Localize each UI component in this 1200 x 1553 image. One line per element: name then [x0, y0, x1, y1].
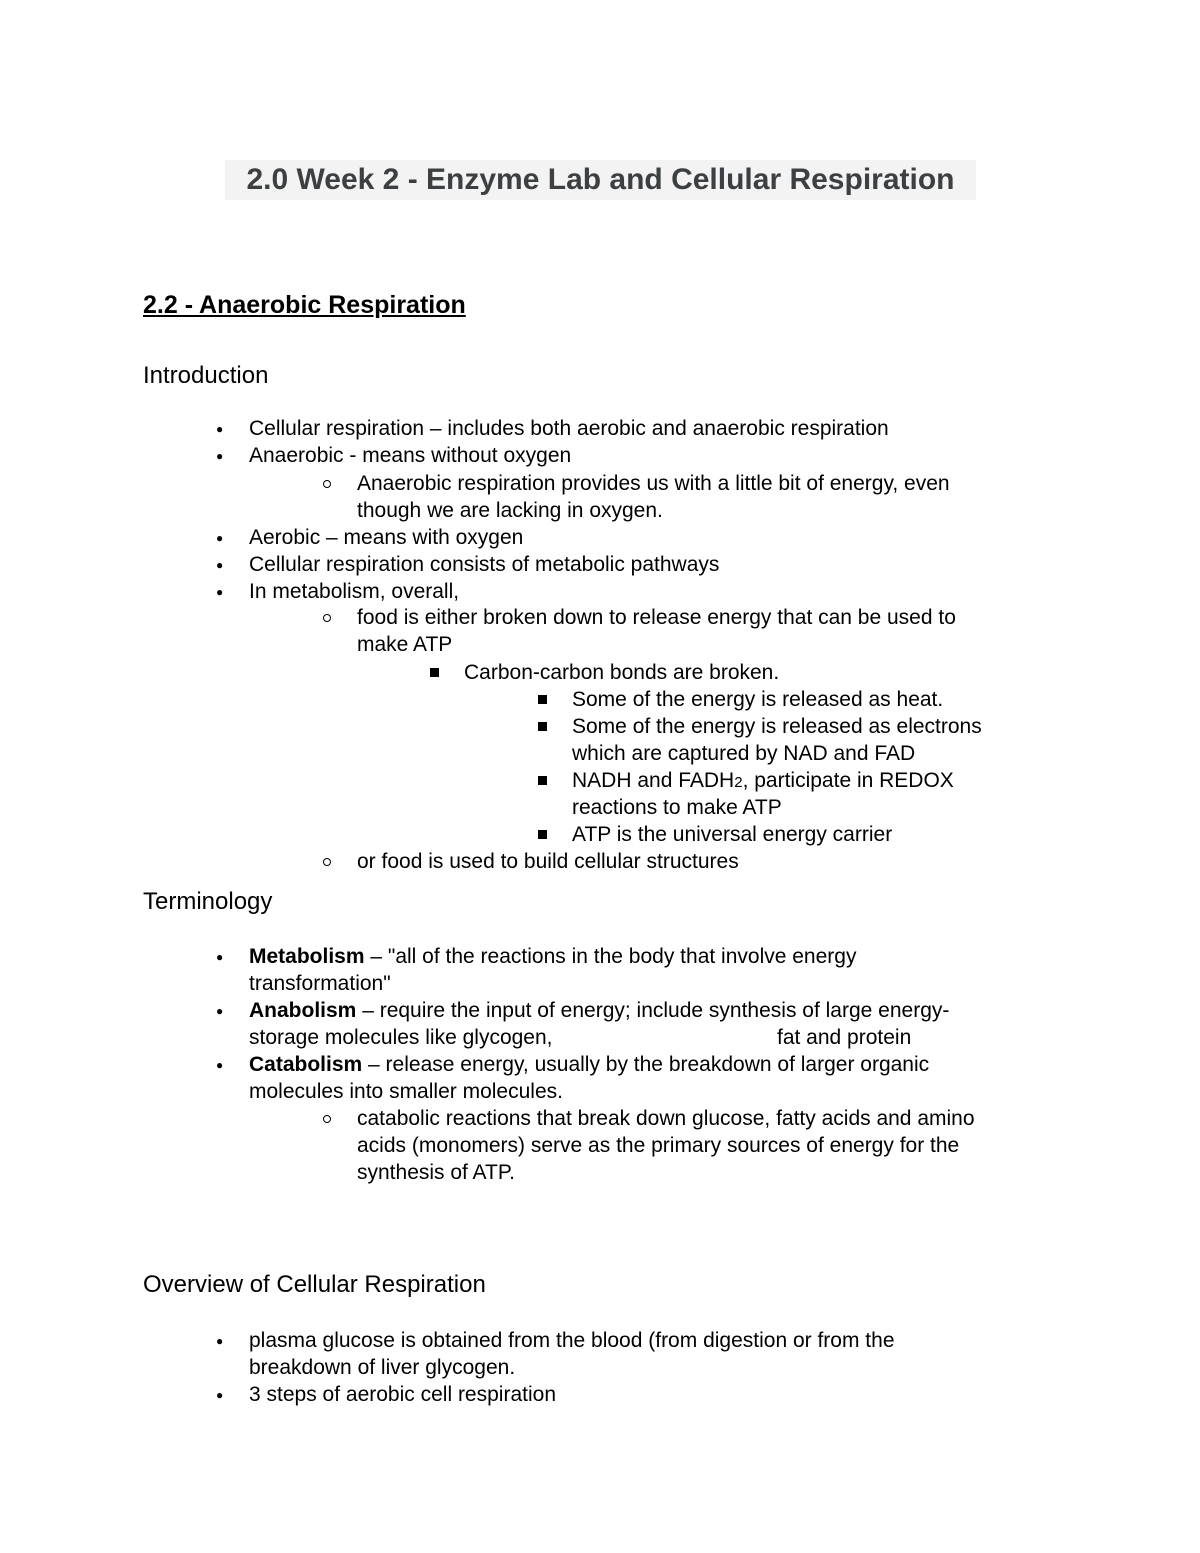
square-bullet-icon: [538, 776, 547, 785]
bullet-icon: ●: [216, 1004, 224, 1018]
intro-line: though we are lacking in oxygen.: [357, 499, 663, 522]
intro-line: make ATP: [357, 633, 453, 656]
intro-line: reactions to make ATP: [572, 796, 782, 819]
intro-line: Cellular respiration consists of metabolic pathways: [249, 553, 720, 576]
circle-bullet-icon: [323, 858, 331, 866]
term-line: catabolic reactions that break down glucose, fatty acids and amino: [357, 1107, 975, 1130]
overview-line: plasma glucose is obtained from the blood (from digestion or from the: [249, 1329, 895, 1352]
bullet-icon: ●: [216, 1058, 224, 1072]
bullet-icon: ●: [216, 531, 224, 545]
bullet-icon: ●: [216, 585, 224, 599]
term-line: Metabolism – "all of the reactions in the body that involve energy: [249, 945, 857, 968]
bullet-icon: ●: [216, 422, 224, 436]
intro-heading: Introduction: [143, 362, 269, 389]
circle-bullet-icon: [323, 614, 331, 622]
bullet-icon: ●: [216, 1334, 224, 1348]
term-line: Catabolism – release energy, usually by the breakdown of larger organic: [249, 1053, 930, 1076]
term-line: storage molecules like glycogen,: [249, 1026, 553, 1049]
term-line: transformation": [249, 972, 391, 995]
intro-line: Some of the energy is released as heat.: [572, 688, 944, 711]
page-title: 2.0 Week 2 - Enzyme Lab and Cellular Respiration: [225, 160, 976, 200]
bullet-icon: ●: [216, 950, 224, 964]
circle-bullet-icon: [323, 480, 331, 488]
square-bullet-icon: [538, 722, 547, 731]
term-line: fat and protein: [777, 1026, 912, 1049]
intro-line: NADH and FADH2, participate in REDOX: [572, 769, 954, 792]
terminology-heading: Terminology: [143, 888, 273, 915]
section-heading: 2.2 - Anaerobic Respiration: [143, 291, 466, 319]
intro-line: Anaerobic - means without oxygen: [249, 444, 572, 467]
square-bullet-icon: [430, 668, 439, 677]
overview-line: 3 steps of aerobic cell respiration: [249, 1383, 556, 1406]
intro-line: Some of the energy is released as electrons: [572, 715, 982, 738]
term-line: acids (monomers) serve as the primary sources of energy for the: [357, 1134, 960, 1157]
intro-line: which are captured by NAD and FAD: [572, 742, 916, 765]
circle-bullet-icon: [323, 1115, 331, 1123]
bullet-icon: ●: [216, 1388, 224, 1402]
square-bullet-icon: [538, 695, 547, 704]
intro-line: Aerobic – means with oxygen: [249, 526, 524, 549]
intro-line: or food is used to build cellular structures: [357, 850, 739, 873]
intro-line: Anaerobic respiration provides us with a little bit of energy, even: [357, 472, 950, 495]
intro-line: In metabolism, overall,: [249, 580, 460, 603]
square-bullet-icon: [538, 830, 547, 839]
term-line: molecules into smaller molecules.: [249, 1080, 563, 1103]
term-line: synthesis of ATP.: [357, 1161, 515, 1184]
intro-line: Cellular respiration – includes both aerobic and anaerobic respiration: [249, 417, 889, 440]
intro-line: Carbon-carbon bonds are broken.: [464, 661, 780, 684]
bullet-icon: ●: [216, 449, 224, 463]
intro-line: food is either broken down to release energy that can be used to: [357, 606, 956, 629]
overview-heading: Overview of Cellular Respiration: [143, 1271, 486, 1298]
bullet-icon: ●: [216, 558, 224, 572]
overview-line: breakdown of liver glycogen.: [249, 1356, 516, 1379]
intro-line: ATP is the universal energy carrier: [572, 823, 893, 846]
term-line: Anabolism – require the input of energy; include synthesis of large energy-: [249, 999, 950, 1022]
